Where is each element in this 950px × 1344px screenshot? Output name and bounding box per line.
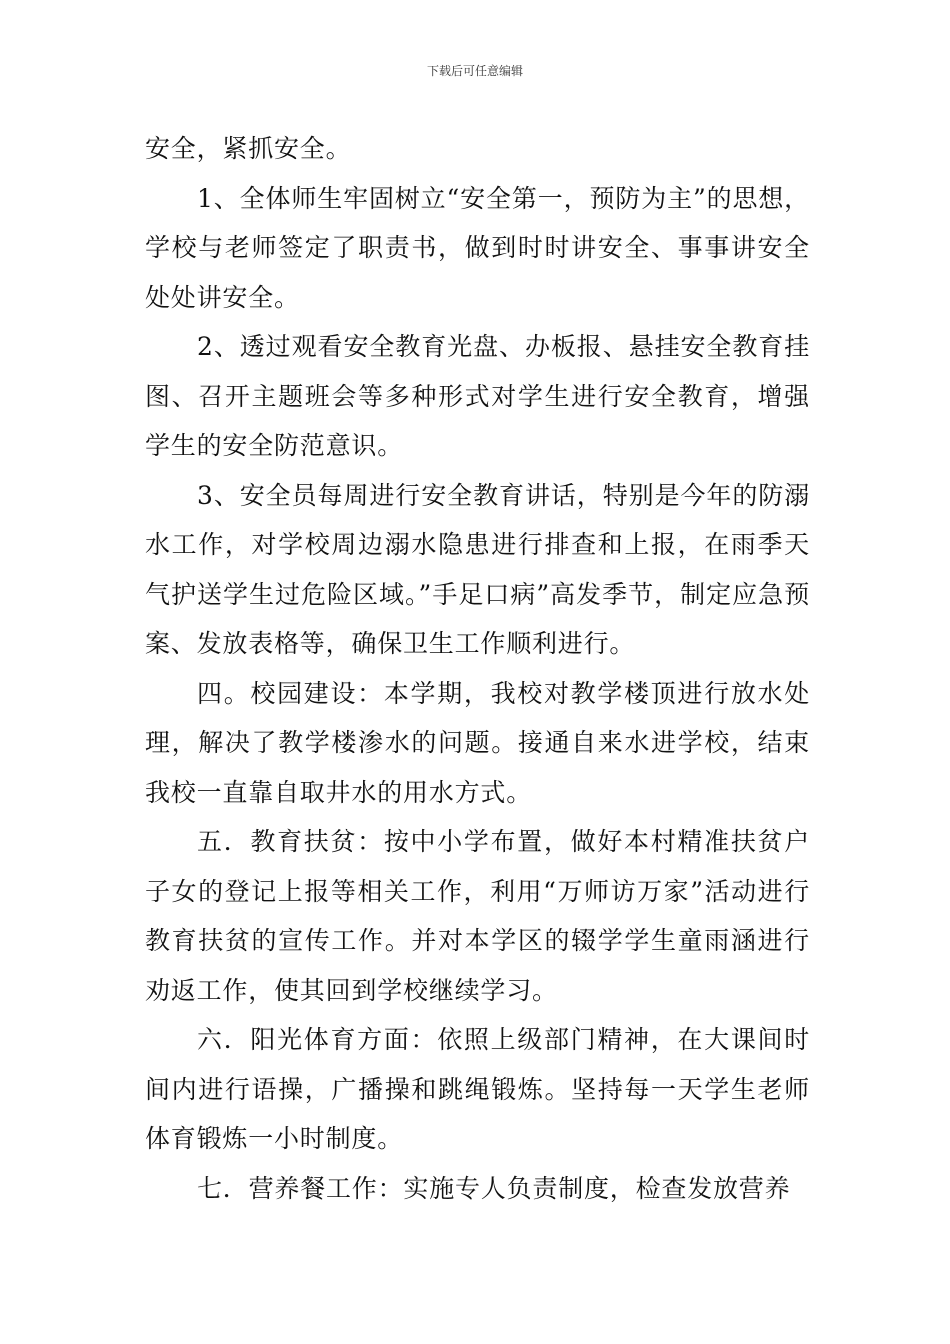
paragraph-nutrition-meal: 七．营养餐工作：实施专人负责制度，检查发放营养 bbox=[197, 1173, 791, 1203]
paragraph-campus-construction: 四。校园建设：本学期，我校对教学楼顶进行放水处理，解决了教学楼渗水的问题。接通自来水进学校，结束我校一直靠自取井水的用水方式。 bbox=[145, 678, 810, 807]
paragraph-safety-2: 2、透过观看安全教育光盘、办板报、悬挂安全教育挂图、召开主题班会等多种形式对学生进行安全教育，增强学生的安全防范意识。 bbox=[145, 332, 810, 460]
paragraph-continuation: 安全，紧抓安全。 bbox=[145, 134, 352, 163]
paragraph-sunshine-sports: 六．阳光体育方面：依照上级部门精神，在大课间时间内进行语操，广播操和跳绳锻炼。坚持每一天学生老师体育锻炼一小时制度。 bbox=[145, 1025, 810, 1153]
paragraph-safety-3: 3、安全员每周进行安全教育讲话，特别是今年的防溺水工作，对学校周边溺水隐患进行排查和上报，在雨季天气护送学生过危险区域。”手足口病”高发季节，制定应急预案、发放表格等，确保卫生工作顺利进行。 bbox=[145, 480, 810, 658]
paragraph-safety-1: 1、全体师生牢固树立“安全第一，预防为主”的思想，学校与老师签定了职责书，做到时时讲安全、事事讲安全处处讲安全。 bbox=[145, 183, 810, 312]
page-header: 下载后可任意编辑 bbox=[426, 64, 523, 78]
paragraph-education-poverty: 五．教育扶贫：按中小学布置，做好本村精准扶贫户子女的登记上报等相关工作，利用“万师访万家”活动进行教育扶贫的宣传工作。并对本学区的辍学学生童雨涵进行劝返工作，使其回到学校继续学习。 bbox=[145, 827, 810, 1005]
document-body bbox=[145, 124, 810, 1213]
